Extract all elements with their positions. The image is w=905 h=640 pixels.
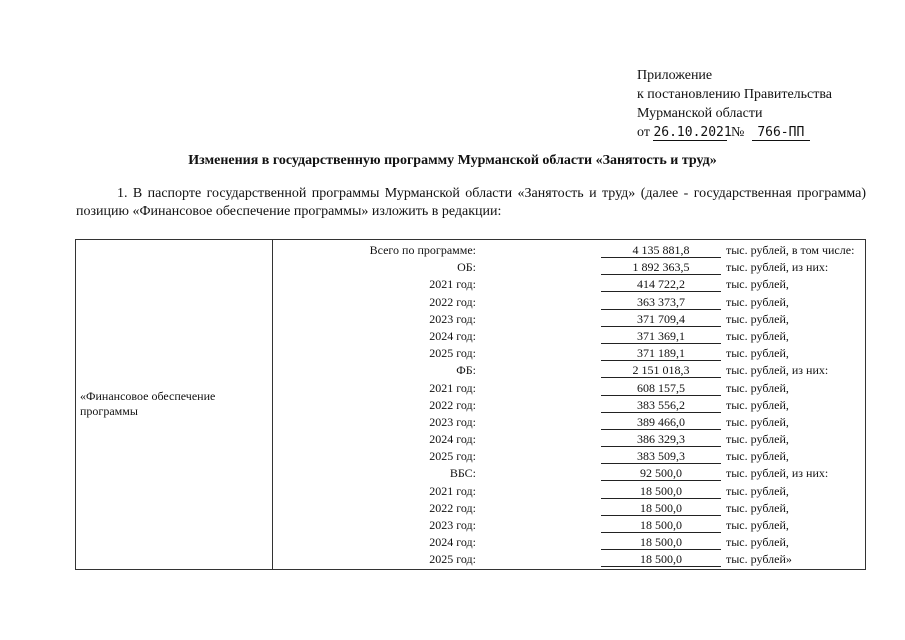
finance-row-unit: тыс. рублей,	[726, 449, 789, 464]
finance-row-unit: тыс. рублей,	[726, 346, 789, 361]
finance-row-label: 2024 год:	[429, 432, 476, 447]
finance-row	[273, 534, 865, 551]
finance-row-label: 2024 год:	[429, 328, 476, 343]
finance-row-unit: тыс. рублей,	[726, 294, 789, 309]
finance-row	[273, 380, 865, 397]
date-prefix: от	[637, 125, 650, 140]
decree-date: 26.10.2021	[653, 125, 732, 140]
finance-row	[273, 397, 865, 414]
finance-row-value: 371 709,4	[601, 312, 721, 327]
finance-row	[273, 517, 865, 534]
finance-row-label: 2022 год:	[429, 294, 476, 309]
number-sign: №	[730, 125, 745, 140]
finance-row-value: 18 500,0	[601, 501, 721, 516]
finance-row-label: 2023 год:	[429, 311, 476, 326]
finance-row-label: Всего по программе:	[369, 243, 476, 257]
finance-row	[273, 448, 865, 465]
finance-row	[273, 465, 865, 482]
finance-row-value: 18 500,0	[601, 535, 721, 550]
finance-rows	[273, 240, 865, 569]
finance-row-unit: тыс. рублей,	[726, 328, 789, 343]
finance-row-value: 4 135 881,8	[601, 243, 721, 258]
finance-row-label: 2024 год:	[429, 535, 476, 550]
finance-row-label: ФБ:	[456, 363, 476, 378]
finance-row-unit: тыс. рублей,	[726, 518, 789, 532]
finance-row-label: 2022 год:	[429, 397, 476, 412]
finance-row-value: 371 189,1	[601, 346, 721, 361]
finance-row-label: 2023 год:	[429, 414, 476, 429]
finance-row-value: 389 466,0	[601, 415, 721, 430]
finance-row-unit: тыс. рублей, из них:	[726, 260, 829, 275]
finance-row-unit: тыс. рублей,	[726, 380, 789, 395]
finance-row	[273, 414, 865, 431]
finance-row-value: 371 369,1	[601, 329, 721, 344]
appendix-line-1: Приложение	[637, 68, 713, 83]
finance-row-label: ОБ:	[457, 260, 476, 275]
stamp-mark	[606, 632, 626, 636]
appendix-line-2: к постановлению Правительства	[637, 87, 833, 102]
finance-row-value: 92 500,0	[601, 466, 721, 481]
finance-row-unit: тыс. рублей, в том числе:	[726, 243, 855, 257]
finance-row-label: 2022 год:	[429, 500, 476, 515]
finance-row-unit: тыс. рублей,	[726, 483, 789, 498]
finance-row	[273, 483, 865, 500]
finance-row-unit: тыс. рублей»	[726, 552, 792, 567]
finance-row-unit: тыс. рублей,	[726, 535, 789, 550]
finance-row-value: 383 556,2	[601, 398, 721, 413]
finance-row-value: 363 373,7	[601, 295, 721, 310]
finance-row-label: 2021 год:	[429, 483, 476, 498]
finance-row-unit: тыс. рублей, из них:	[726, 363, 829, 378]
appendix-line-3: Мурманской области	[637, 106, 763, 121]
finance-row-value: 383 509,3	[601, 449, 721, 464]
finance-row	[273, 259, 865, 276]
finance-row-value: 1 892 363,5	[601, 260, 721, 275]
finance-row-unit: тыс. рублей,	[726, 414, 789, 429]
finance-row-label: 2025 год:	[429, 552, 476, 567]
finance-table	[75, 239, 866, 570]
finance-row-unit: тыс. рублей,	[726, 311, 789, 326]
finance-row	[273, 328, 865, 345]
appendix-date-line	[637, 123, 832, 142]
finance-label-cell: «Финансовое обеспечение программы	[76, 240, 273, 570]
decree-number: 766-ПП	[752, 125, 810, 141]
finance-row	[273, 276, 865, 293]
finance-row-label: 2021 год:	[429, 380, 476, 395]
finance-row	[273, 500, 865, 517]
paragraph-1: 1. В паспорте государственной программы Мурманской области «Занятость и труд» (далее - государственная программа) позицию «Финансовое обеспечение программы» изложить в редакции:	[76, 186, 866, 219]
finance-row-label: 2023 год:	[429, 518, 476, 532]
finance-row	[273, 294, 865, 311]
finance-row-label: 2025 год:	[429, 346, 476, 361]
document-title: Изменения в государственную программу Мурманской области «Занятость и труд»	[188, 153, 717, 168]
finance-row-label: 2025 год:	[429, 449, 476, 464]
finance-row-label: ВБС:	[449, 466, 476, 481]
finance-row-unit: тыс. рублей,	[726, 277, 789, 292]
finance-row-value: 18 500,0	[601, 552, 721, 567]
finance-row-unit: тыс. рублей,	[726, 432, 789, 447]
finance-row-value: 414 722,2	[601, 277, 721, 292]
finance-row	[273, 311, 865, 328]
finance-row-value: 2 151 018,3	[601, 363, 721, 378]
finance-row-unit: тыс. рублей,	[726, 500, 789, 515]
finance-row	[273, 362, 865, 379]
finance-row	[273, 431, 865, 448]
finance-row	[273, 345, 865, 362]
finance-row-label: 2021 год:	[429, 277, 476, 292]
appendix-block	[637, 66, 832, 142]
finance-row-value: 18 500,0	[601, 518, 721, 533]
finance-row-unit: тыс. рублей,	[726, 397, 789, 412]
finance-row-value: 18 500,0	[601, 484, 721, 499]
finance-row-value: 608 157,5	[601, 381, 721, 396]
finance-row	[273, 551, 865, 568]
finance-row-value: 386 329,3	[601, 432, 721, 447]
finance-values-cell	[273, 240, 866, 570]
finance-row-unit: тыс. рублей, из них:	[726, 466, 829, 481]
finance-row	[273, 242, 865, 259]
